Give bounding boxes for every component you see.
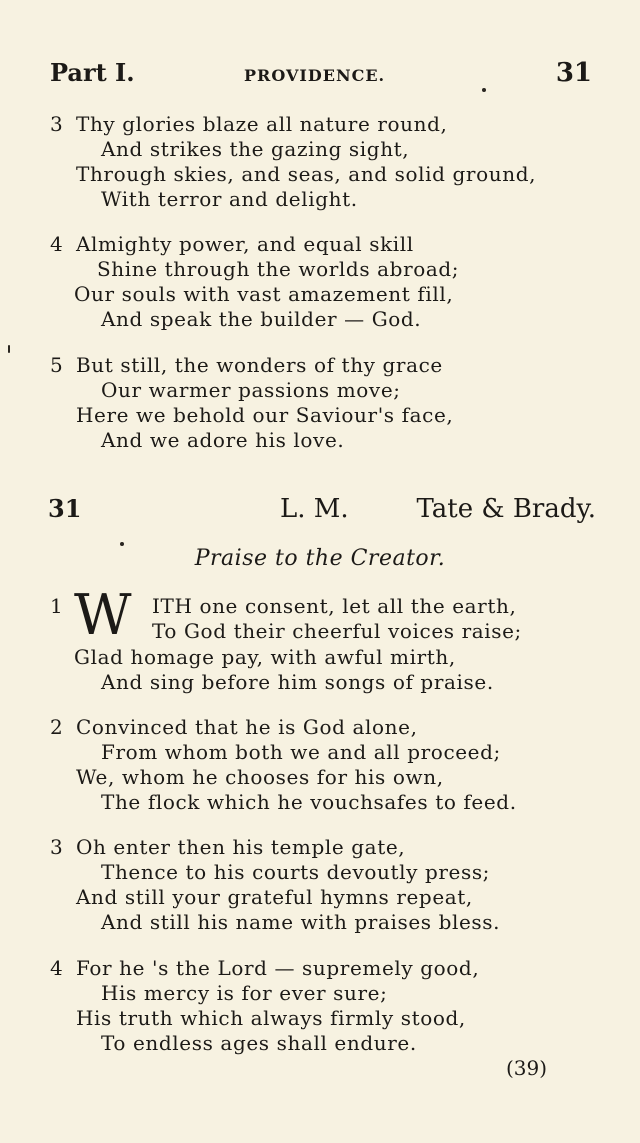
verse-line: For he 's the Lord — supremely good, [76,956,480,980]
stanza-number: 4 [50,232,63,256]
print-speck [482,88,486,92]
stanza-number: 4 [50,956,63,980]
verse-line: Glad homage pay, with awful mirth, [74,645,456,669]
verse-line: His mercy is for ever sure; [101,981,388,1005]
print-speck [8,345,10,353]
stanza-number: 3 [50,112,63,136]
verse-line: Thy glories blaze all nature round, [76,112,448,136]
verse-line: Almighty power, and equal skill [76,232,414,256]
stanza-number: 3 [50,835,63,859]
verse-line: Our souls with vast amazement fill, [74,282,454,306]
hymn-heading [48,494,596,528]
signature-mark: (39) [506,1056,548,1080]
verse-line: Through skies, and seas, and solid ground, [76,162,537,186]
verse-line: And sing before him songs of praise. [101,670,494,694]
verse-line: And we adore his love. [101,428,345,452]
verse-line: ITH one consent, let all the earth, [152,594,517,618]
verse-line: To God their cheerful voices raise; [152,619,522,643]
verse-line: The flock which he vouchsafes to feed. [101,790,517,814]
drop-cap: W [74,583,132,648]
verse-line: But still, the wonders of thy grace [76,353,443,377]
verse-line: With terror and delight. [101,187,358,211]
hymn-subtitle: Praise to the Creator. [194,546,446,571]
verse-line: We, whom he chooses for his own, [76,765,444,789]
stanza-number: 2 [50,715,63,739]
verse-line: Shine through the worlds abroad; [97,257,460,281]
hymn-meter: L. M. [280,494,349,524]
stanza-number: 5 [50,353,63,377]
verse-line: And strikes the gazing sight, [101,137,410,161]
page-header [50,58,592,92]
verse-line: To endless ages shall endure. [101,1031,417,1055]
verse-line: And still your grateful hymns repeat, [76,885,473,909]
verse-line: And still his name with praises bless. [101,910,501,934]
page-number: 31 [555,58,592,88]
verse-line: Thence to his courts devoutly press; [101,860,491,884]
verse-line: And speak the builder — God. [101,307,422,331]
verse-line: Here we behold our Saviour's face, [76,403,454,427]
hymn-number: 31 [48,494,82,523]
part-label: Part I. [50,58,135,87]
stanza-number: 1 [50,594,63,618]
hymn-author: Tate & Brady. [416,494,596,524]
verse-line: Oh enter then his temple gate, [76,835,406,859]
verse-line: From whom both we and all proceed; [101,740,501,764]
verse-line: Convinced that he is God alone, [76,715,418,739]
verse-line: His truth which always firmly stood, [76,1006,466,1030]
section-title: PROVIDENCE. [244,66,386,85]
verse-line: Our warmer passions move; [101,378,401,402]
